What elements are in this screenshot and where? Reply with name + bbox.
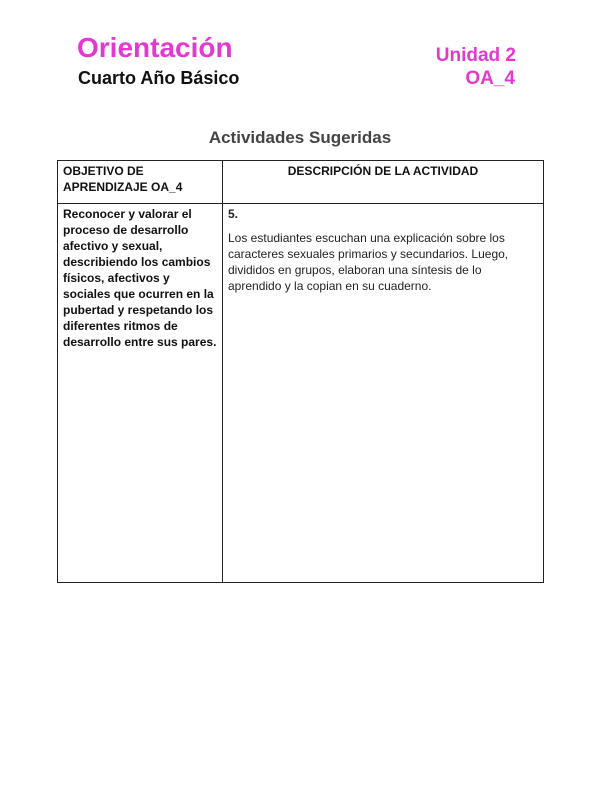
activity-number: 5. — [228, 207, 239, 221]
description-column-header: DESCRIPCIÓN DE LA ACTIVIDAD — [223, 161, 544, 204]
table-row — [58, 204, 544, 583]
activity-text: Los estudiantes escuchan una explicación sobre los caracteres sexuales primarios y secundarios. Luego, divididos en grupos, elaboran una síntesis de lo aprendido y la copian en su cuaderno. — [228, 231, 509, 293]
unit-label: Unidad 2 — [435, 45, 516, 66]
subject-title: Orientación — [77, 32, 233, 63]
grade-subtitle: Cuarto Año Básico — [78, 68, 240, 88]
objective-column-header: OBJETIVO DE APRENDIZAJE OA_4 — [58, 161, 223, 204]
table-header-row — [58, 161, 544, 204]
objective-cell: Reconocer y valorar el proceso de desarrollo afectivo y sexual, describiendo los cambios físicos, afectivos y sociales que ocurren en la pubertad y respetando los diferentes ritmos de desarrollo entre sus pares. — [58, 204, 223, 583]
activity-table — [57, 160, 544, 583]
section-heading: Actividades Sugeridas — [208, 128, 392, 147]
objective-code-label: OA_4 — [465, 68, 515, 89]
description-cell — [223, 204, 544, 583]
